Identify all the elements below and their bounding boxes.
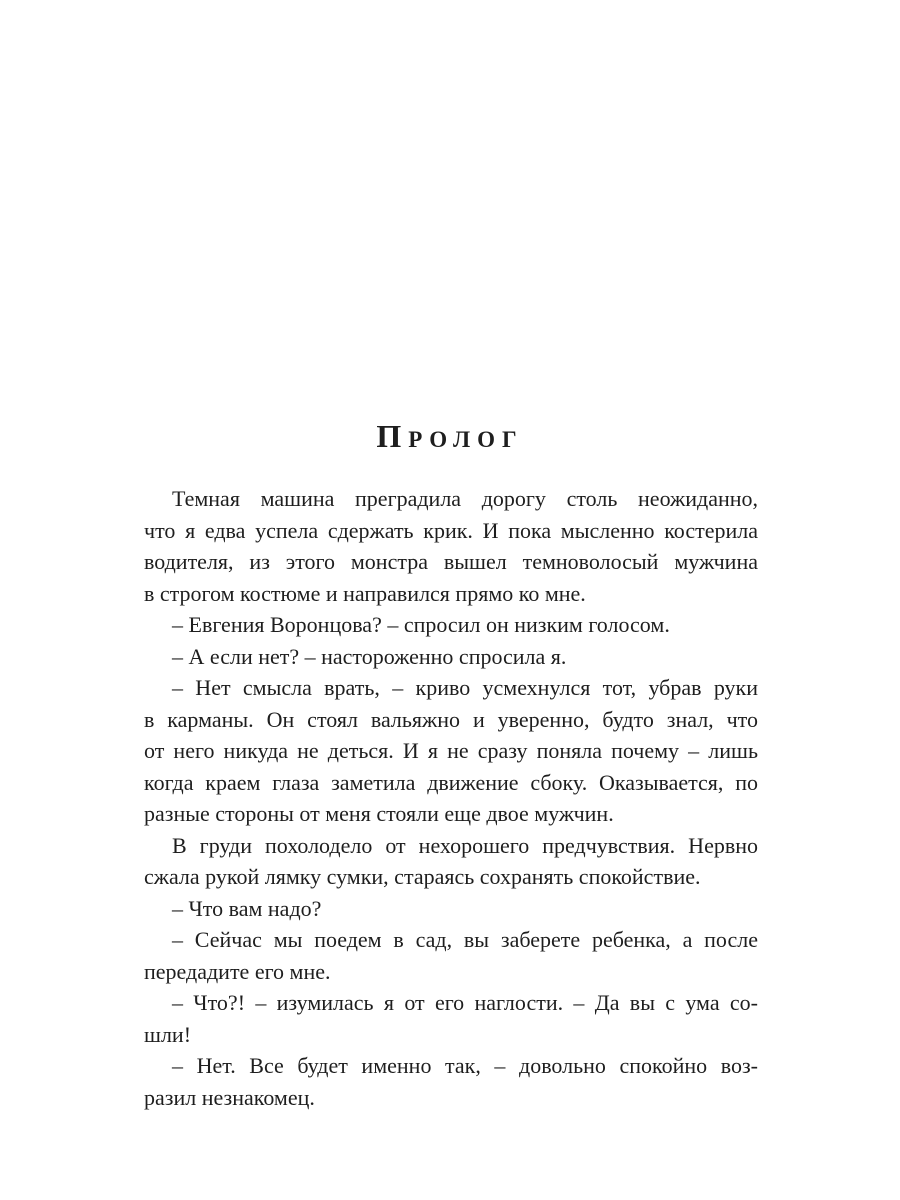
text-line: от него никуда не деться. И я не сразу поняла почему – лишь [144, 738, 758, 763]
text-line: когда краем глаза заметила движение сбоку. Оказывается, по [144, 769, 758, 795]
chapter-body [144, 483, 758, 1113]
text-line: шли! [144, 1021, 192, 1047]
text-line: в карманы. Он стоял вальяжно и уверенно, будто знал, что [144, 706, 758, 732]
chapter-title: ПРОЛОГ [376, 418, 524, 454]
text-line: водителя, из этого монстра вышел темноволосый мужчина [144, 549, 758, 574]
text-line: что я едва успела сдержать крик. И пока мысленно костерила [144, 517, 758, 543]
text-line: Темная машина преградила дорогу столь неожиданно, [172, 486, 758, 511]
text-line: – Евгения Воронцова? – спросил он низким голосом. [172, 612, 670, 637]
text-line: разные стороны от меня стояли еще двое мужчин. [144, 801, 614, 826]
text-line: – Сейчас мы поедем в сад, вы заберете ребенка, а после [172, 927, 758, 952]
text-line: сжала рукой лямку сумки, стараясь сохранять спокойствие. [144, 864, 701, 889]
text-line: разил незнакомец. [144, 1084, 315, 1110]
text-line: – Нет смысла врать, – криво усмехнулся тот, убрав руки [172, 675, 758, 700]
text-line: передадите его мне. [144, 958, 331, 984]
text-line: – Что вам надо? [172, 895, 322, 921]
text-line: В груди похолодело от нехорошего предчувствия. Нервно [172, 832, 758, 858]
text-line: – Что?! – изумилась я от его наглости. – Да вы с ума со- [172, 990, 758, 1015]
text-line: – А если нет? – настороженно спросила я. [172, 643, 567, 669]
text-line: в строгом костюме и направился прямо ко мне. [144, 580, 586, 606]
text-line: – Нет. Все будет именно так, – довольно спокойно воз- [172, 1053, 758, 1078]
